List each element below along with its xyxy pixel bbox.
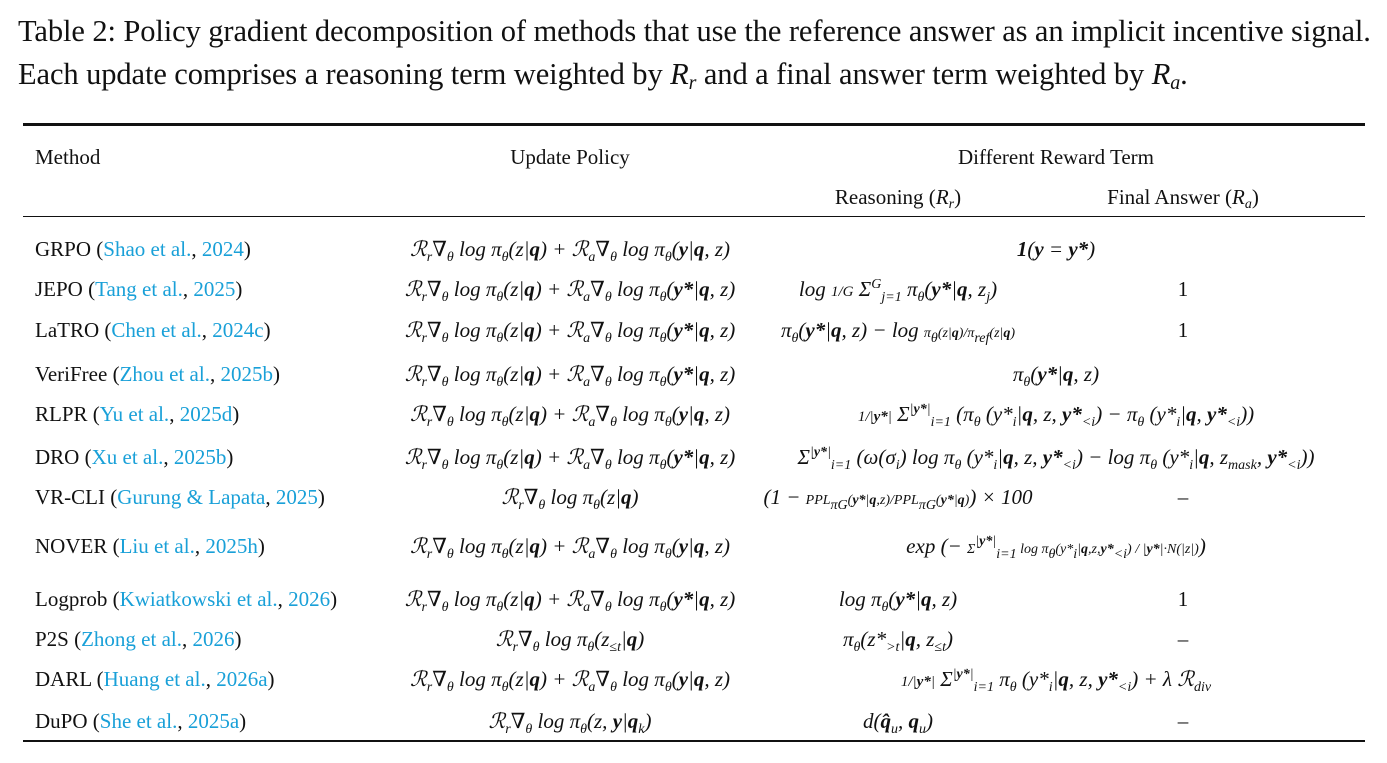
citation-year-link[interactable]: 2024c [212, 318, 264, 342]
final-answer-cell: – [1177, 485, 1189, 509]
reward-span-cell: $\Sigma^{|y*|}_{i=1}$ ($\omega(\sigma_i)$ $\log \pi_\theta$ ($y*_i|q$, z, $y*_{<i}) - \log \pi_\theta$ ($y*_i|q$, $z_{mask}$, $y*_{<i}$)) [797, 445, 1315, 473]
method-cell: DARL (Huang et al., 2026a) [35, 667, 275, 691]
reasoning-cell: $\log \pi_\theta(y*|q$, z) [838, 587, 958, 615]
method-cell: NOVER (Liu et al., 2025h) [35, 534, 265, 558]
reward-span-cell: 1/|y*| $\Sigma^{|y*|}_{i=1}$ ($\pi_\theta$ ($y*_i|q$, z, $y*_{<i}) - \pi_\theta$ ($y*_i|q$, $y*_{<i}$)) [857, 402, 1255, 430]
table-row [0, 274, 1387, 304]
caption-symbol-r: $R_r$ [670, 57, 697, 94]
citation-author-link[interactable]: Chen et al. [111, 318, 202, 342]
reasoning-cell: $\pi_\theta(y*|q$, $z) - \log \pi_\theta(z|q)/\pi_{ref}(z|q)$ [780, 318, 1016, 346]
method-cell: Logprob (Kwiatkowski et al., 2026) [35, 587, 338, 611]
citation-author-link[interactable]: Zhou et al. [119, 362, 210, 386]
caption-symbol-a: $R_a$ [1151, 57, 1181, 94]
header-method: Method [35, 145, 101, 169]
method-cell: VeriFree (Zhou et al., 2025b) [35, 362, 280, 386]
final-answer-cell: 1 [1177, 277, 1189, 301]
table-row [0, 624, 1387, 654]
citation-year-link[interactable]: 2026a [216, 667, 268, 691]
method-cell: RLPR (Yu et al., 2025d) [35, 402, 240, 426]
table-row [0, 315, 1387, 345]
table-row [0, 584, 1387, 614]
citation-author-link[interactable]: Yu et al. [99, 402, 170, 426]
citation-year-link[interactable]: 2026 [192, 627, 235, 651]
citation-year-link[interactable]: 2025h [205, 534, 258, 558]
citation-year-link[interactable]: 2025 [193, 277, 236, 301]
update-policy-cell: $ℛ_r\nabla_\theta$ $\log \pi_\theta(z_{\le t}|q)$ [495, 627, 645, 655]
final-answer-cell: – [1177, 709, 1189, 733]
citation-author-link[interactable]: Zhong et al. [81, 627, 182, 651]
citation-year-link[interactable]: 2025a [187, 709, 240, 733]
citation-year-link[interactable]: 2024 [201, 237, 244, 261]
citation-author-link[interactable]: Kwiatkowski et al. [119, 587, 278, 611]
method-cell: GRPO (Shao et al., 2024) [35, 237, 251, 261]
reasoning-cell: $\pi_\theta(z*_{>t}|q$, $z_{\le t}$) [843, 627, 953, 655]
table-bottom-rule [23, 740, 1365, 742]
update-policy-cell: $ℛ_r\nabla_\theta$ $\log \pi_\theta(z|q)$ + $ℛ_a\nabla_\theta$ $\log \pi_\theta(y|q$, z) [410, 534, 730, 562]
method-cell: P2S (Zhong et al., 2026) [35, 627, 242, 651]
final-answer-cell: 1 [1177, 318, 1189, 342]
update-policy-cell: $ℛ_r\nabla_\theta$ $\log \pi_\theta(z|q)$ + $ℛ_a\nabla_\theta$ $\log \pi_\theta(y|q$, z) [410, 237, 730, 265]
reasoning-cell: $(1 - PPL_{\pi G}(y*|q,z)/PPL_{\pi G}(y*|q)) \times 100$ [763, 485, 1033, 513]
update-policy-cell: $ℛ_r\nabla_\theta$ $\log \pi_\theta(z|q)$ + $ℛ_a\nabla_\theta$ $\log \pi_\theta(y*|q$, z) [404, 445, 736, 473]
citation-author-link[interactable]: Xu et al. [91, 445, 164, 469]
reward-span-cell: 1(y = y*) [1016, 237, 1096, 261]
citation-author-link[interactable]: Liu et al. [119, 534, 195, 558]
final-answer-cell: – [1177, 627, 1189, 651]
method-cell: JEPO (Tang et al., 2025) [35, 277, 243, 301]
update-policy-cell: $ℛ_r\nabla_\theta$ $\log \pi_\theta(z$, $y|q_k$) [488, 709, 652, 737]
table-caption: Table 2: Policy gradient decomposition of methods that use the reference answer as an implicit incentive signal. Each update comprises a reasoning term weighted by $R_r$ and a final answer term weighted by $R_a$. [18, 14, 1371, 94]
method-cell: VR-CLI (Gurung & Lapata, 2025) [35, 485, 325, 509]
method-cell: LaTRO (Chen et al., 2024c) [35, 318, 271, 342]
method-cell: DuPO (She et al., 2025a) [35, 709, 247, 733]
citation-year-link[interactable]: 2025b [173, 445, 227, 469]
table-row [0, 531, 1387, 561]
update-policy-cell: $ℛ_r\nabla_\theta$ $\log \pi_\theta(z|q)$ + $ℛ_a\nabla_\theta$ $\log \pi_\theta(y*|q$, z) [404, 277, 736, 305]
citation-author-link[interactable]: Tang et al. [95, 277, 183, 301]
citation-author-link[interactable]: She et al. [99, 709, 178, 733]
reasoning-cell: log 1/G $\Sigma^G_{j=1}$ $\pi_\theta(y*|q$, $z_j$) [798, 277, 998, 305]
table-row [0, 234, 1387, 264]
reward-span-cell: exp (− $\Sigma^{|y*|}_{i=1}$ $\log \pi_\theta(y*_i|q,z,y*_{<i}) / |y*|\cdot N(|z|)$) [906, 534, 1206, 562]
citation-year-link[interactable]: 2025b [220, 362, 273, 386]
update-policy-cell: $ℛ_r\nabla_\theta$ $\log \pi_\theta(z|q)$ + $ℛ_a\nabla_\theta$ $\log \pi_\theta(y*|q$, z) [404, 362, 736, 390]
citation-author-link[interactable]: Shao et al. [103, 237, 192, 261]
header-different-reward-term: Different Reward Term [957, 145, 1155, 169]
citation-year-link[interactable]: 2026 [288, 587, 331, 611]
update-policy-cell: $ℛ_r\nabla_\theta$ $\log \pi_\theta(z|q)$ + $ℛ_a\nabla_\theta$ $\log \pi_\theta(y*|q$, z) [404, 587, 736, 615]
table-row [0, 399, 1387, 429]
citation-year-link[interactable]: 2025 [275, 485, 318, 509]
update-policy-cell: $ℛ_r\nabla_\theta$ $\log \pi_\theta(z|q)$ + $ℛ_a\nabla_\theta$ $\log \pi_\theta(y|q$, z) [410, 402, 730, 430]
update-policy-cell: $ℛ_r\nabla_\theta$ $\log \pi_\theta(z|q)$ + $ℛ_a\nabla_\theta$ $\log \pi_\theta(y|q$, z) [410, 667, 730, 695]
reward-span-cell: 1/|y*| $\Sigma^{|y*|}_{i=1}$ $\pi_\theta$ ($y*_i|q$, z, $y*_{<i}) + \lambda$ ℛ$_{div}$ [900, 667, 1212, 695]
header-final-answer: Final Answer $(R_a)$ [1107, 185, 1259, 212]
citation-author-link[interactable]: Huang et al. [103, 667, 206, 691]
update-policy-cell: $ℛ_r\nabla_\theta$ $\log \pi_\theta(z|q)$ [501, 485, 639, 513]
table-row [0, 359, 1387, 389]
table-top-rule [23, 123, 1365, 126]
reasoning-cell: $d(q̂_u$, $q_u$) [863, 709, 933, 737]
table-header-rule [23, 216, 1365, 217]
citation-year-link[interactable]: 2025d [179, 402, 233, 426]
table-row [0, 482, 1387, 512]
header-reasoning: Reasoning $(R_r)$ [834, 185, 962, 212]
table-row [0, 664, 1387, 694]
reward-span-cell: $\pi_\theta(y*|q$, z) [1012, 362, 1100, 390]
citation-author-link[interactable]: Gurung & Lapata [117, 485, 266, 509]
final-answer-cell: 1 [1177, 587, 1189, 611]
update-policy-cell: $ℛ_r\nabla_\theta$ $\log \pi_\theta(z|q)$ + $ℛ_a\nabla_\theta$ $\log \pi_\theta(y*|q$, z) [404, 318, 736, 346]
table-row [0, 706, 1387, 736]
method-cell: DRO (Xu et al., 2025b) [35, 445, 234, 469]
header-update-policy: Update Policy [510, 145, 630, 169]
table-row [0, 442, 1387, 472]
